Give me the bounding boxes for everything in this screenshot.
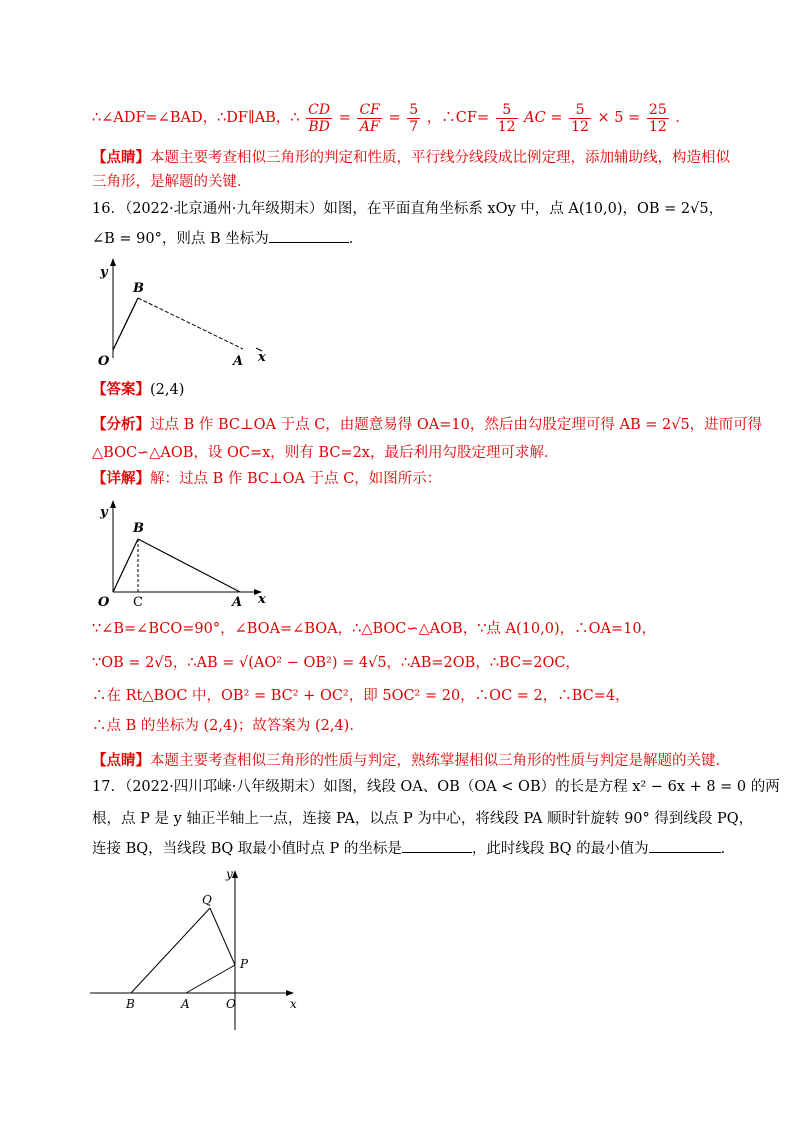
prev-conclusion-text: ∴∠ADF=∠BAD，∴DF∥AB，∴: [92, 110, 300, 126]
answer-blank-bq: [649, 838, 721, 853]
label-o: O: [98, 595, 110, 610]
label-x: x: [258, 350, 266, 365]
q16-figure-1: [90, 258, 280, 378]
cf-text: ，∴CF=: [426, 110, 490, 126]
label-o: O: [98, 354, 110, 369]
segment-bq: [131, 908, 210, 993]
q16-analysis-line-1: 【分析】过点 B 作 BC⊥OA 于点 C，由题意易得 OA=10，然后由勾股定理可得 AB = 2√5，进而可得: [92, 416, 763, 433]
q17-line-2: 根，点 P 是 y 轴正半轴上一点，连接 PA，以点 P 为中心，将线段 PA 顺时针旋转 90° 得到线段 PQ，: [92, 811, 754, 827]
segment-qp: [210, 908, 235, 965]
q17-line-3: 连接 BQ，当线段 BQ 取最小值时点 P 的坐标是 ，此时线段 BQ 的最小值为 ．: [92, 838, 740, 860]
ac-times-text: AC =: [524, 110, 563, 126]
q16-step-4: ∴点 B 的坐标为 (2,4)；故答案为 (2,4)．: [92, 718, 364, 734]
label-y: y: [100, 505, 108, 520]
times-5-text: × 5 =: [597, 110, 641, 126]
x-axis-arrow: [286, 990, 294, 996]
q17-line-1: 17．（2022·四川邛崃·八年级期末）如图，线段 OA、OB（OA < OB）的长是方程 x² − 6x + 8 = 0 的两: [92, 779, 780, 795]
y-axis-arrow: [110, 500, 116, 508]
prev-comment-line-1: 【点睛】本题主要考查相似三角形的判定和性质，平行线分线段成比例定理，添加辅助线，构造相似: [92, 149, 730, 166]
prev-comment-line-2: 三角形，是解题的关键．: [92, 174, 252, 190]
fraction-cf-af: $\frac{CF}{AF}$: [359, 101, 380, 135]
segment-ba: [138, 298, 243, 349]
label-b: B: [133, 521, 144, 536]
label-p: P: [240, 957, 249, 971]
segment-ba: [138, 539, 240, 592]
q17-figure: [90, 862, 320, 1032]
answer-value: (2,4): [150, 382, 185, 398]
prev-conclusion-line: ∴∠ADF=∠BAD，∴DF∥AB，∴ $\frac{CD}{BD}$ = $\frac{CF}{AF}$ = $\frac{5}{7}$ ，∴CF= $\frac{5}{12}$ AC = $\frac{5}{12}$ × 5 = $\frac{25}{12}$ ．: [92, 101, 690, 135]
comment-tag: 【点睛】: [92, 149, 150, 166]
label-y: y: [100, 265, 108, 280]
label-b: B: [126, 997, 135, 1011]
label-x: x: [258, 592, 266, 607]
q16-step-2: ∵OB = 2√5，∴AB = √(AO² − OB²) = 4√5，∴AB=2OB，∴BC=2OC，: [92, 655, 580, 671]
fraction-cd-bd: $\frac{CD}{BD}$: [308, 101, 331, 135]
y-axis-arrow: [110, 258, 116, 266]
label-a: A: [232, 595, 243, 610]
label-y: y: [226, 867, 233, 881]
q16-line-1: 16．（2022·北京通州·九年级期末）如图，在平面直角坐标系 xOy 中，点 A(10,0)，OB = 2√5，: [92, 201, 724, 217]
label-a: A: [233, 354, 244, 369]
label-o: O: [226, 997, 236, 1011]
label-c: C: [133, 595, 143, 610]
label-b: B: [133, 281, 144, 296]
segment-ob: [113, 539, 138, 592]
fraction-25-12: $\frac{25}{12}$: [648, 101, 667, 135]
answer-blank: [269, 228, 349, 243]
label-x: x: [290, 997, 297, 1011]
fraction-5-12-a: $\frac{5}{12}$: [497, 101, 516, 135]
label-q: Q: [202, 893, 212, 907]
answer-blank-p: [402, 838, 472, 853]
fraction-5-7: $\frac{5}{7}$: [409, 101, 419, 135]
q16-answer-line: [92, 379, 740, 401]
q16-figure-2: [90, 500, 280, 612]
label-a: A: [181, 997, 190, 1011]
segment-ap: [186, 965, 235, 993]
q16-step-3: ∴在 Rt△BOC 中，OB² = BC² + OC²，即 5OC² = 20，∴OC = 2，∴BC=4，: [92, 688, 630, 704]
q16-analysis-line-2: △BOC∽△AOB，设 OC=x，则有 BC=2x，最后利用勾股定理可求解．: [92, 445, 559, 461]
q16-step-1: ∵∠B=∠BCO=90°，∠BOA=∠BOA，∴△BOC∽△AOB，∵点 A(10,0)，∴OA=10，: [92, 621, 657, 637]
q16-detail-line: 【详解】解：过点 B 作 BC⊥OA 于点 C，如图所示：: [92, 470, 442, 487]
answer-tag: 【答案】: [92, 381, 150, 398]
fraction-5-12-b: $\frac{5}{12}$: [571, 101, 589, 135]
q16-line-2: ∠B = 90°，则点 B 坐标为 ．: [92, 228, 740, 250]
segment-ob: [113, 298, 138, 350]
y-axis-arrow: [232, 870, 238, 878]
q16-comment-line: 【点睛】本题主要考查相似三角形的性质与判定，熟练掌握相似三角形的性质与判定是解题的关键．: [92, 752, 730, 769]
